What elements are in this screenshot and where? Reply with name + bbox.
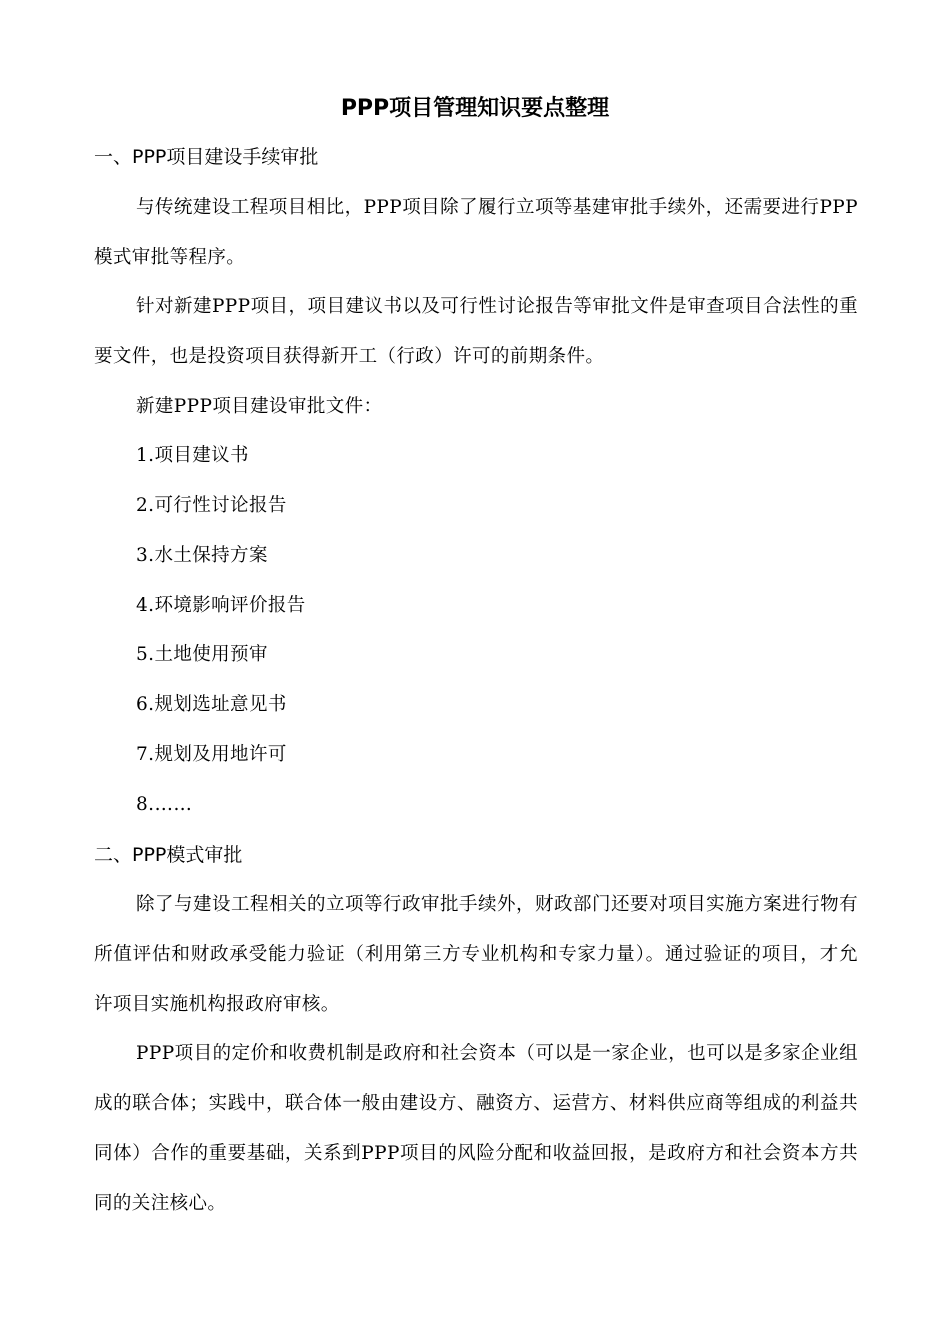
section2-paragraph-1: 除了与建设工程相关的立项等行政审批手续外，财政部门还要对项目实施方案进行物有所值评估和财政承受能力验证（利用第三方专业机构和专家力量）。通过验证的项目，才允许项目实施机构报政府审核。: [94, 894, 858, 1015]
list-item: 6.规划选址意见书: [136, 694, 287, 715]
section1-paragraph-2: 针对新建PPP项目，项目建议书以及可行性讨论报告等审批文件是审查项目合法性的重要文件，也是投资项目获得新开工（行政）许可的前期条件。: [94, 296, 858, 367]
section-heading-2: 二、PPP模式审批: [94, 844, 243, 866]
section1-paragraph-1: 与传统建设工程项目相比，PPP项目除了履行立项等基建审批手续外，还需要进行PPP模式审批等程序。: [94, 197, 858, 268]
list-item: 5.土地使用预审: [136, 644, 268, 665]
list-item: 4.环境影响评价报告: [136, 595, 306, 616]
section1-paragraph-3: 新建PPP项目建设审批文件：: [136, 396, 383, 417]
section2-paragraph-2: PPP项目的定价和收费机制是政府和社会资本（可以是一家企业，也可以是多家企业组成的联合体；实践中，联合体一般由建设方、融资方、运营方、材料供应商等组成的利益共同体）合作的重要基础，关系到PPP项目的风险分配和收益回报，是政府方和社会资本方共同的关注核心。: [94, 1043, 858, 1214]
list-item: 7.规划及用地许可: [136, 744, 287, 765]
list-item: 3.水土保持方案: [136, 545, 268, 566]
document-title: PPP项目管理知识要点整理: [340, 96, 610, 121]
list-item: 1.项目建议书: [136, 445, 249, 466]
section-heading-1: 一、PPP项目建设手续审批: [94, 146, 319, 168]
list-item: 8.……: [136, 794, 193, 815]
list-item: 2.可行性讨论报告: [136, 495, 287, 516]
